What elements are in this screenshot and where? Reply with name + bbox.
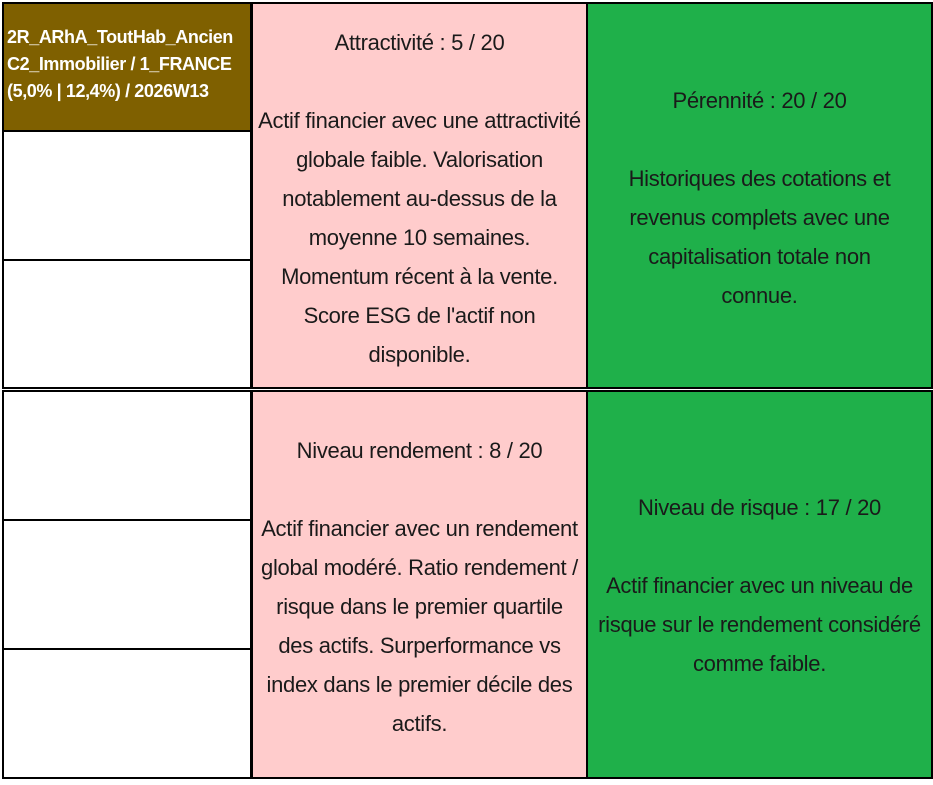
empty-cell [2, 648, 252, 779]
rendement-text: Actif financier avec un rendement global modéré. Ratio rendement / risque dans le premier quartile des actifs. Surperformance vs index dans le premier décile des actifs. [261, 516, 578, 736]
asset-header-cell [2, 2, 252, 132]
risque-card [586, 390, 933, 779]
empty-cell [2, 390, 252, 521]
empty-cell [2, 519, 252, 650]
attractivite-title: Attractivité : 5 / 20 [334, 30, 505, 55]
attractivite-text: Actif financier avec une attractivité globale faible. Valorisation notablement au-dessus de la moyenne 10 semaines. Momentum récent à la vente. Score ESG de l'actif non disponible. [258, 108, 581, 367]
perennite-title: Pérennité : 20 / 20 [672, 88, 847, 113]
empty-cell [2, 130, 252, 261]
asset-code-line: 2R_ARhA_ToutHab_Ancien [7, 27, 233, 47]
risque-title: Niveau de risque : 17 / 20 [638, 495, 881, 520]
perennite-card [586, 2, 933, 389]
rendement-title: Niveau rendement : 8 / 20 [296, 438, 543, 463]
risque-text: Actif financier avec un niveau de risque sur le rendement considéré comme faible. [598, 573, 921, 676]
attractivite-card [251, 2, 588, 389]
bottom-margin [0, 781, 933, 785]
asset-category-line: C2_Immobilier / 1_FRANCE [7, 54, 232, 74]
asset-stats-line: (5,0% | 12,4%) / 2026W13 [7, 81, 209, 101]
empty-cell [2, 259, 252, 389]
perennite-text: Historiques des cotations et revenus complets avec une capitalisation totale non connue. [628, 166, 891, 308]
rendement-card [251, 390, 588, 779]
